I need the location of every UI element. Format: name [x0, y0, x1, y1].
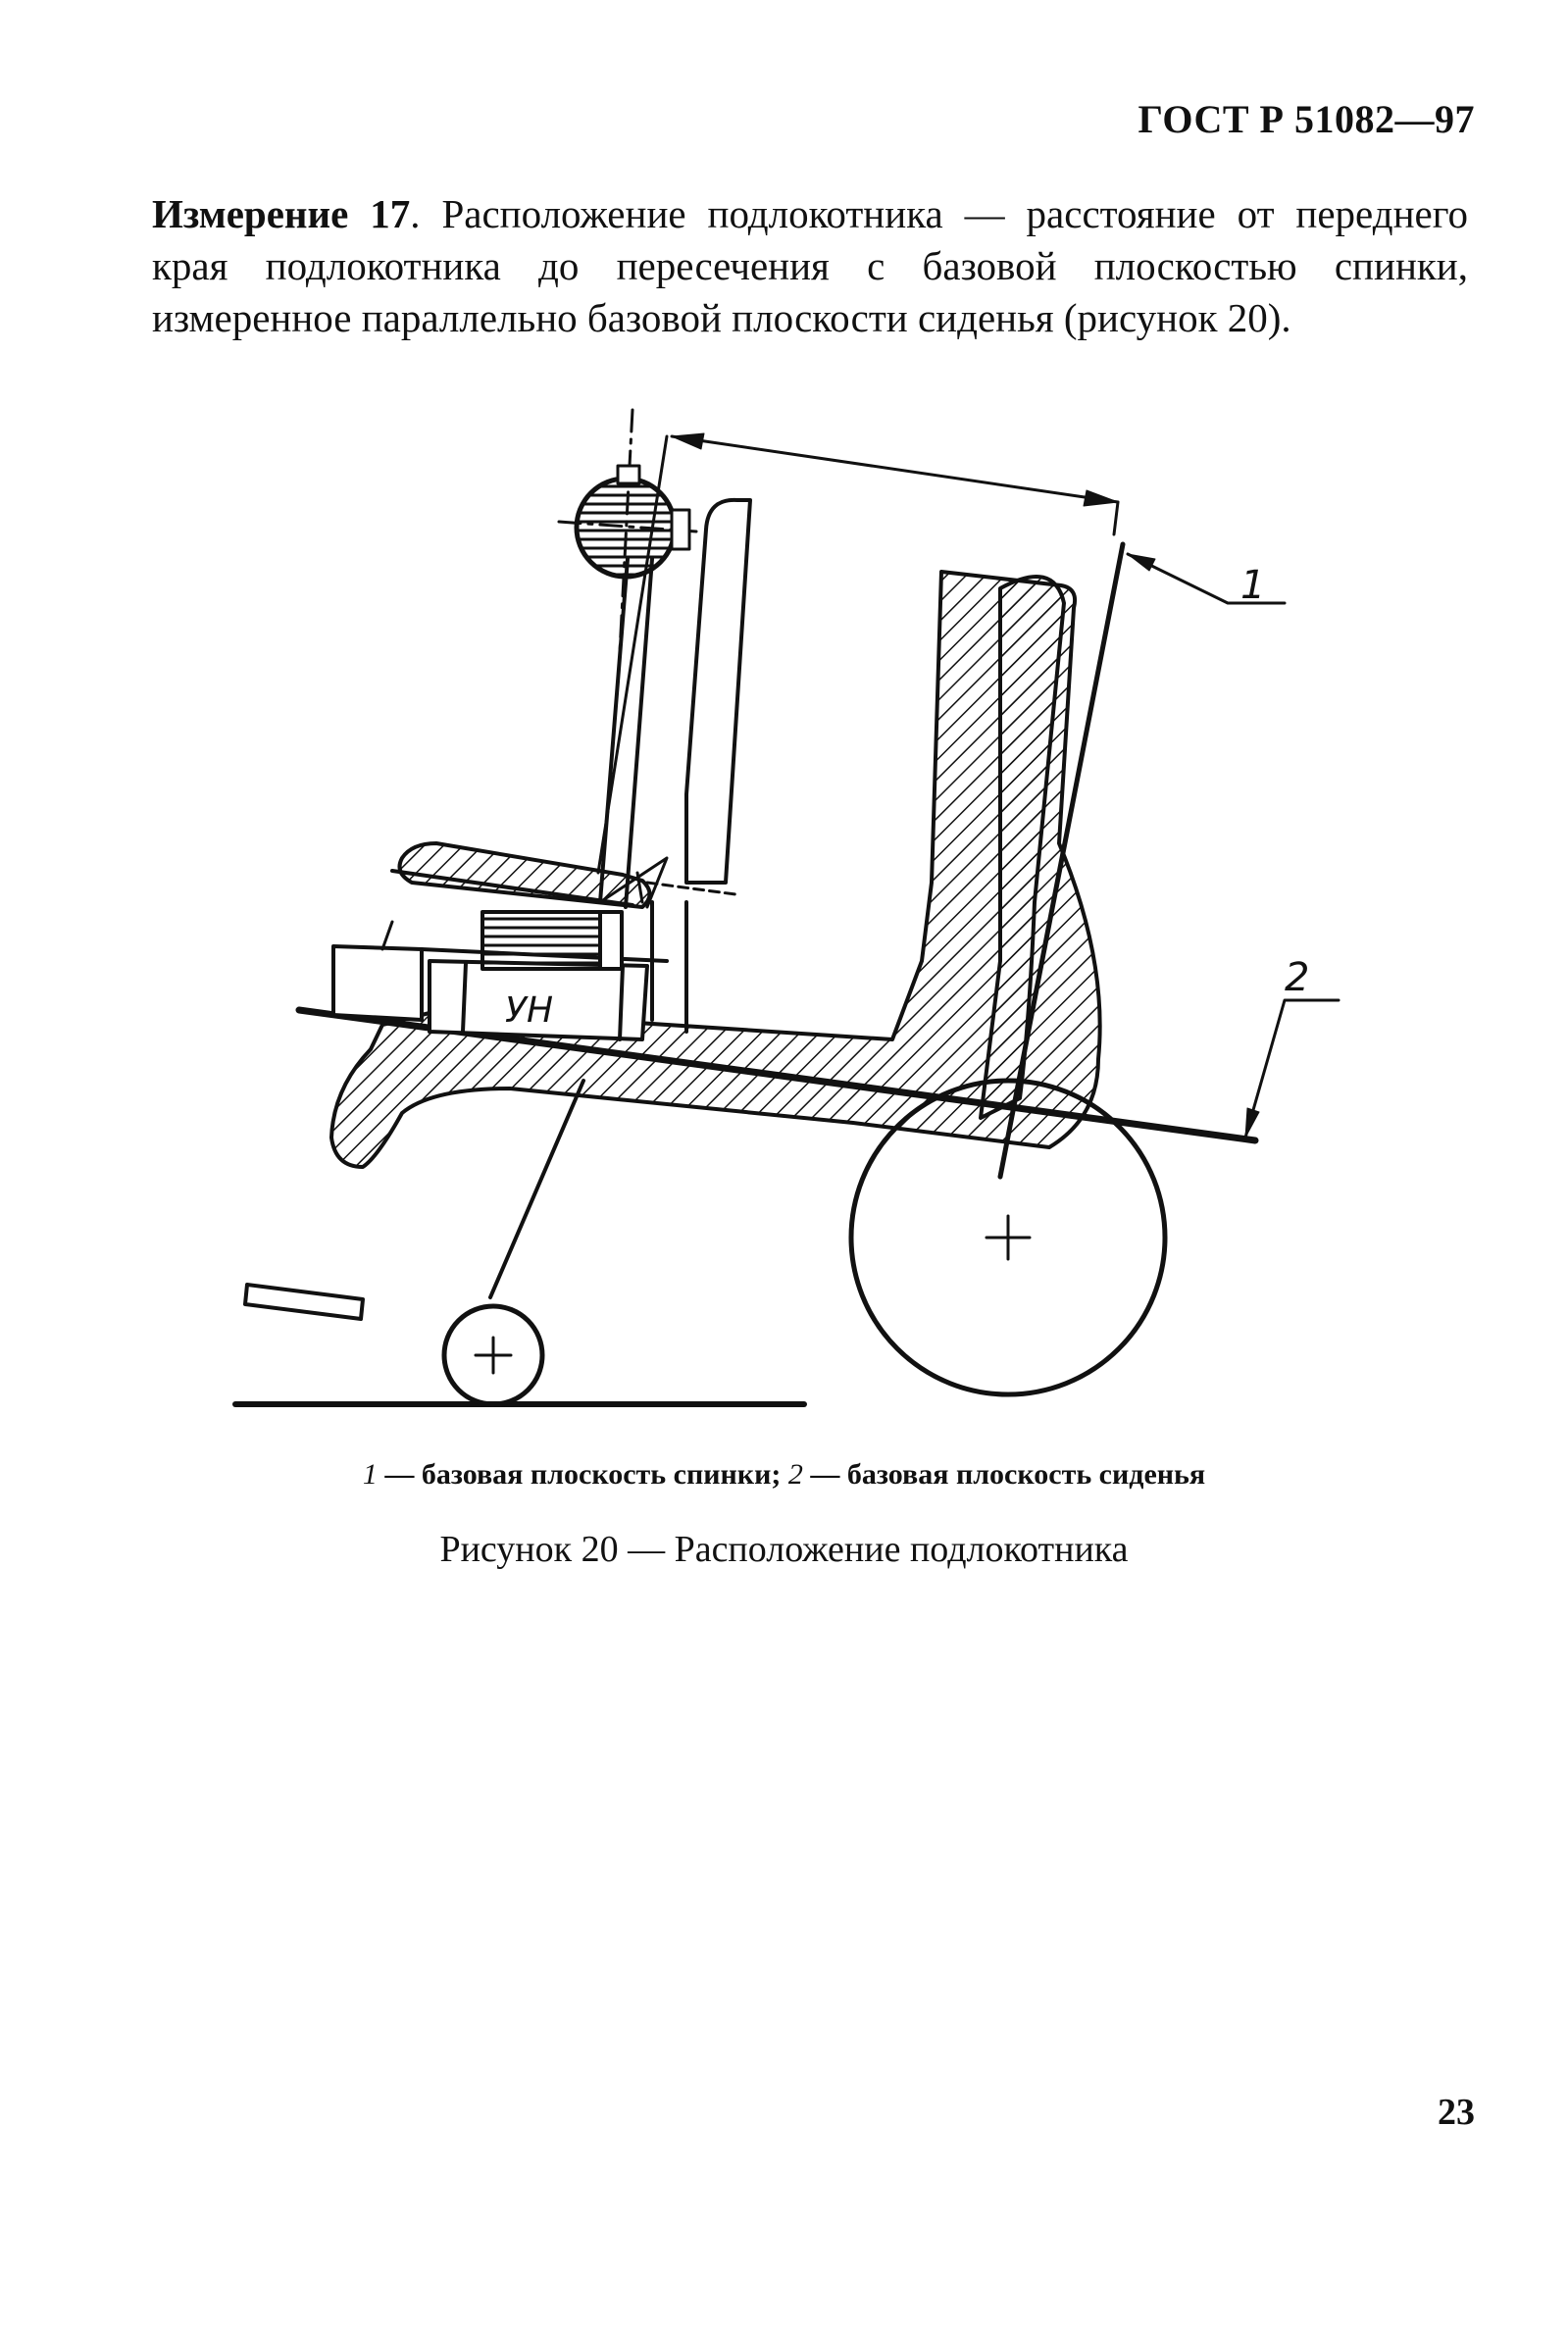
legend-text-2: — базовая плоскость сиденья	[802, 1458, 1206, 1491]
back-frame	[686, 500, 750, 883]
seat-cushion	[333, 946, 422, 1020]
measurement-paragraph	[152, 188, 1468, 344]
measurement-description: . Расположение подлокотника — расстояние от переднего края подлокотника до пересечения с базовой плоскостью спинки, измеренное параллельно базовой плоскости сиденья (рисунок 20).	[152, 191, 1469, 340]
footrest-support	[490, 1081, 583, 1297]
dimension-arrow-right	[1084, 490, 1118, 506]
device-coil	[482, 912, 600, 969]
figure-caption: Рисунок 20 — Расположение подлокотника	[439, 1529, 1129, 1570]
armrest-position-figure	[255, 412, 1310, 1451]
figure-legend	[0, 1458, 1568, 1492]
legend-text-1: — базовая плоскость спинки;	[377, 1458, 788, 1491]
armrest	[400, 843, 650, 907]
legend-number-1: 1	[362, 1458, 378, 1491]
page-number: 23	[1438, 2092, 1475, 2133]
callout-leader-2	[1245, 1000, 1339, 1138]
measurement-title: Измерение 17	[152, 191, 411, 236]
dimension-arrow-left	[672, 433, 704, 449]
legend-number-2: 2	[787, 1458, 803, 1491]
document-code: ГОСТ Р 51082—97	[1138, 97, 1475, 141]
device-label: УН	[505, 990, 554, 1031]
dimension-line	[672, 436, 1118, 502]
footrest-plate	[245, 1285, 363, 1319]
callout-number-2: 2	[1285, 955, 1310, 1000]
callout-number-1: 1	[1240, 563, 1266, 608]
back-post	[600, 559, 628, 902]
